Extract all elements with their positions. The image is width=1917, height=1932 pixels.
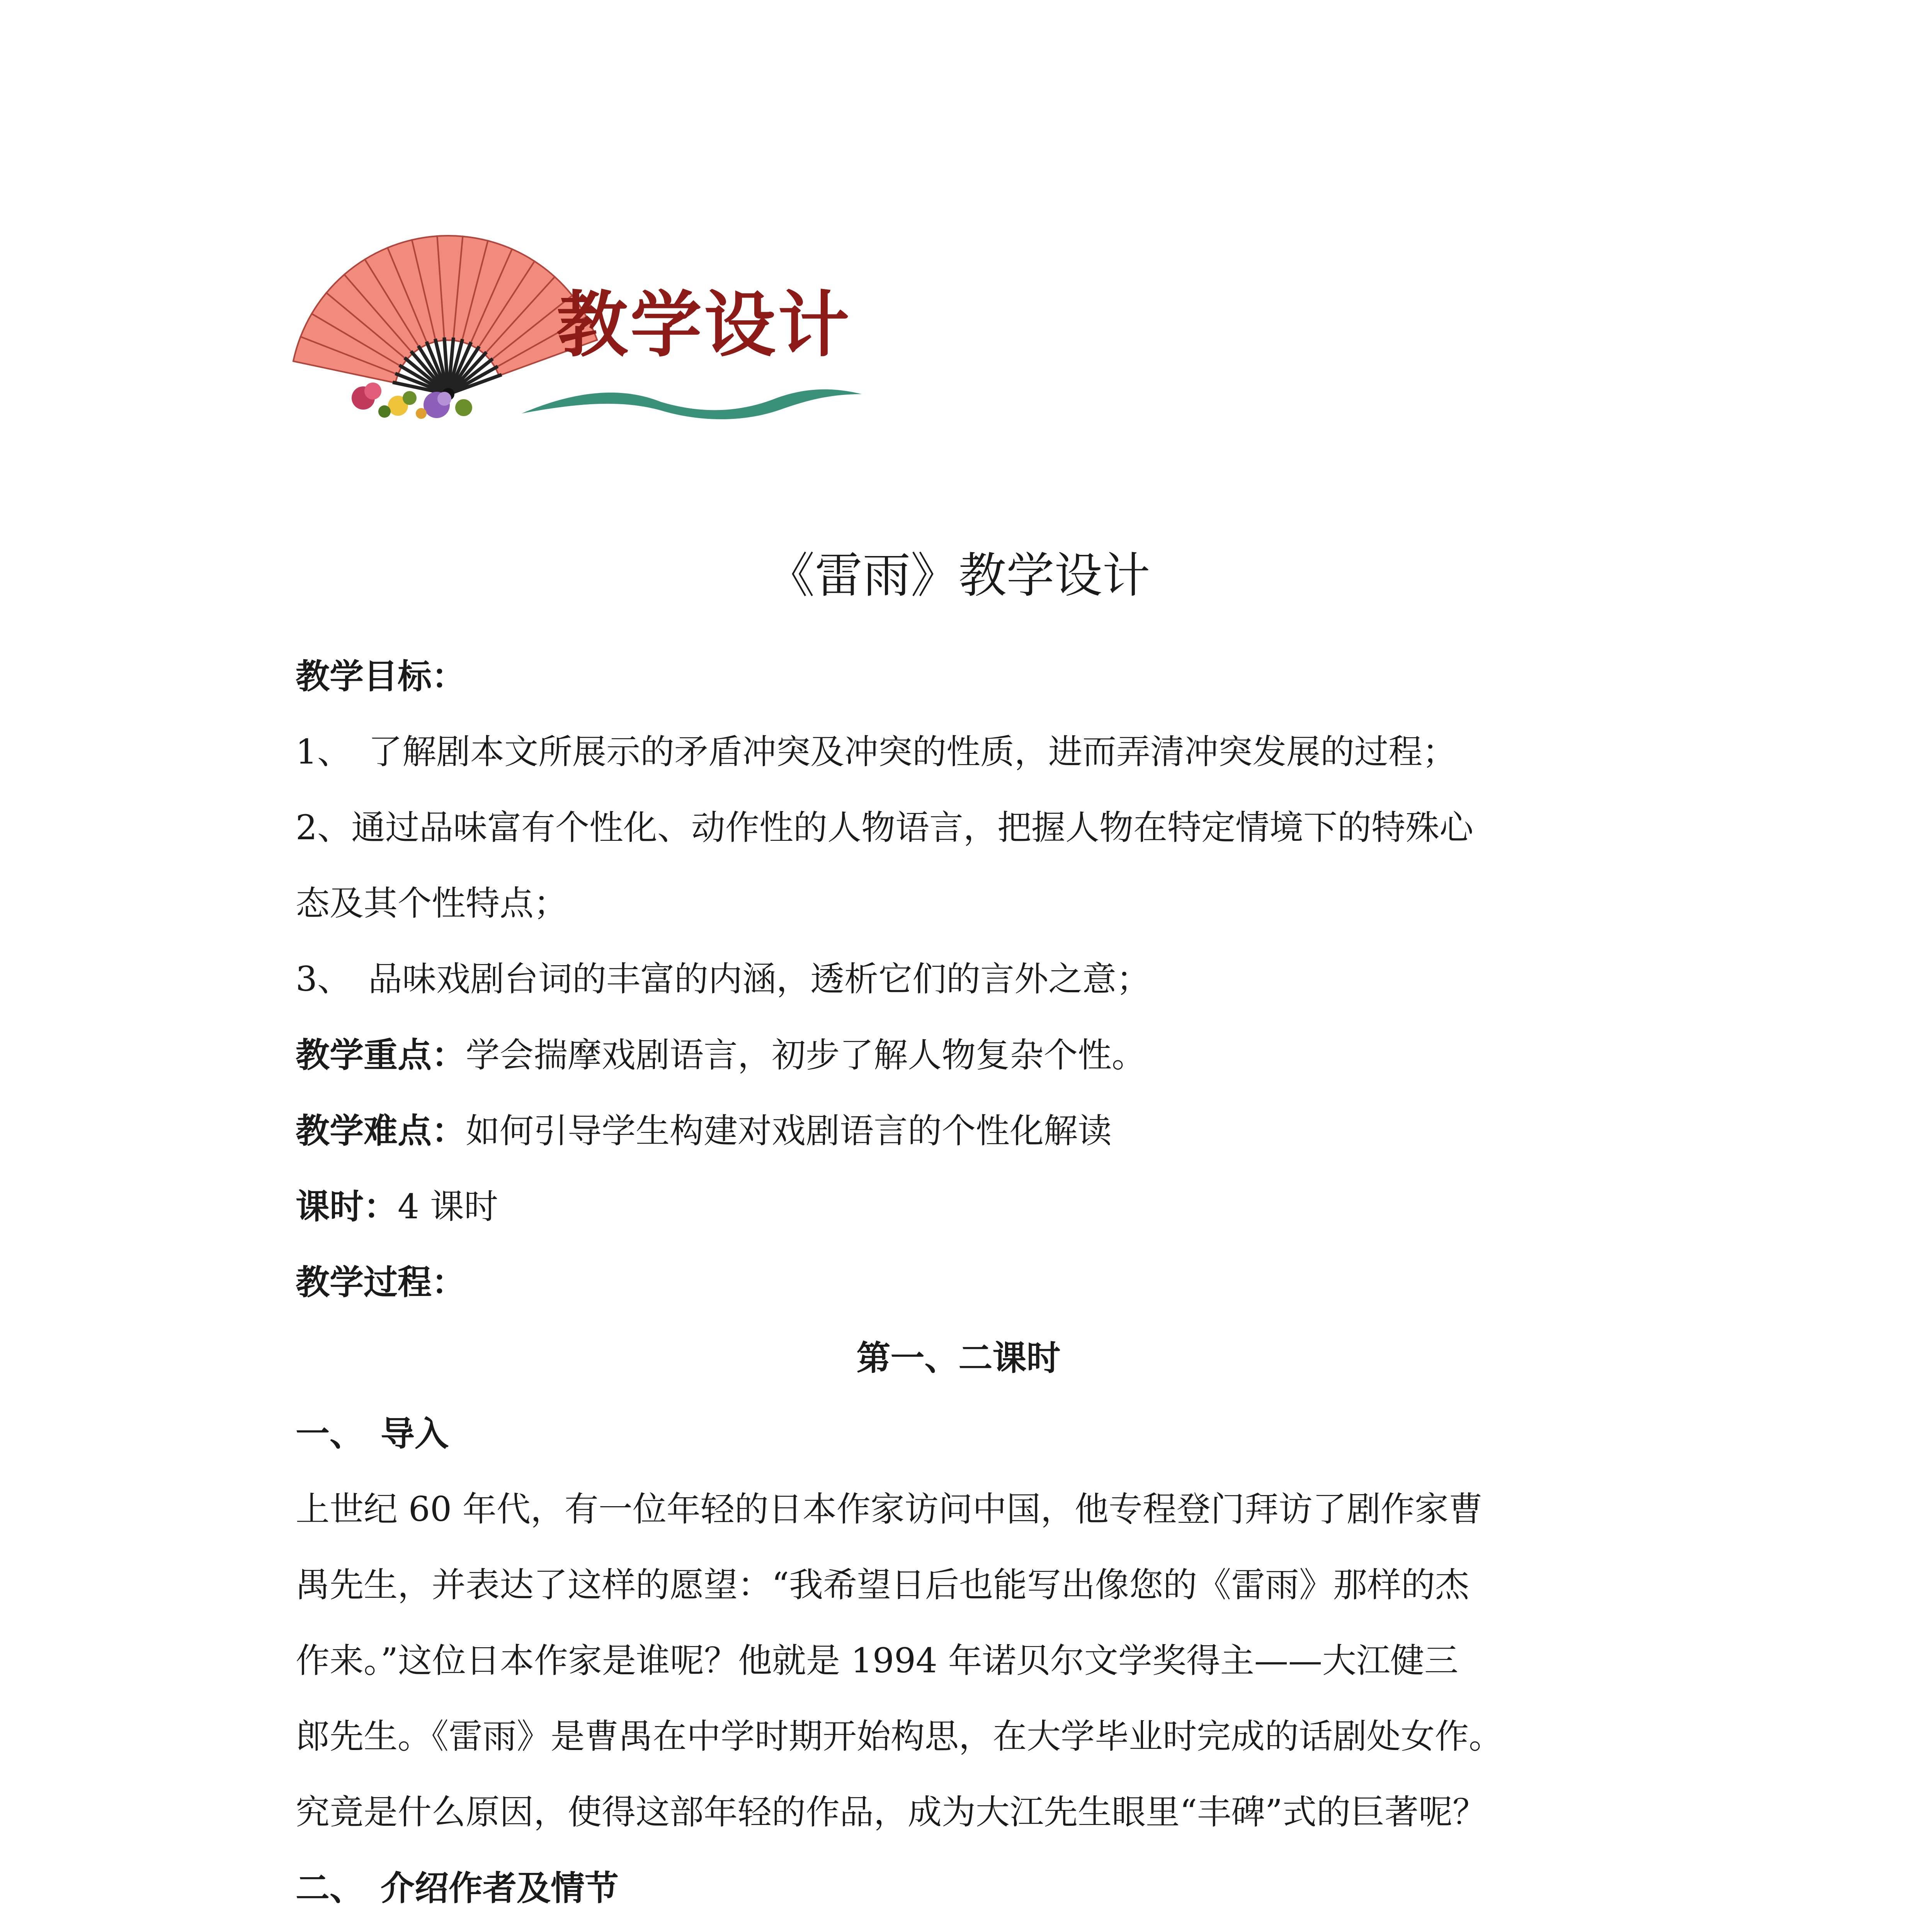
- part-1-line: 上世纪 60 年代，有一位年轻的日本作家访问中国，他专程登门拜访了剧作家曹: [296, 1489, 1483, 1529]
- process-label: 教学过程：: [296, 1262, 466, 1302]
- objective-item-2-line-1: 2、通过品味富有个性化、动作性的人物语言，把握人物在特定情境下的特殊心: [296, 808, 1473, 847]
- part-1-line: 郎先生。《雷雨》是曹禺在中学时期开始构思，在大学毕业时完成的话剧处女作。: [296, 1716, 1503, 1756]
- part-1-line: 究竟是什么原因，使得这部年轻的作品，成为大江先生眼里“丰碑”式的巨著呢？: [296, 1792, 1487, 1832]
- class-hours-label: 课时：: [296, 1186, 398, 1226]
- difficulty-text: 如何引导学生构建对戏剧语言的个性化解读: [466, 1111, 1112, 1151]
- section-title: 第一、二课时: [856, 1338, 1061, 1378]
- key-point: [296, 1032, 1146, 1078]
- document-title: 《雷雨》教学设计: [767, 548, 1150, 604]
- logo-title: 教学设计: [556, 282, 852, 367]
- difficulty-label: 教学难点：: [296, 1111, 466, 1151]
- difficulty: [296, 1107, 1112, 1154]
- objective-item-1: 1、 了解剧本文所展示的矛盾冲突及冲突的性质，进而弄清冲突发展的过程；: [296, 732, 1456, 772]
- key-point-text: 学会揣摩戏剧语言，初步了解人物复杂个性。: [466, 1035, 1146, 1075]
- part-2-heading: 二、 介绍作者及情节: [296, 1868, 619, 1908]
- class-hours: [296, 1183, 498, 1230]
- objective-item-3: 3、 品味戏剧台词的丰富的内涵，透析它们的言外之意；: [296, 959, 1150, 999]
- wave-decoration: [522, 389, 862, 419]
- part-1-heading: 一、 导入: [296, 1413, 449, 1454]
- objectives-label: 教学目标：: [296, 656, 466, 696]
- objective-item-2-line-2: 态及其个性特点；: [296, 883, 568, 923]
- part-1-line: 作来。”这位日本作家是谁呢？他就是 1994 年诺贝尔文学奖得主——大江健三: [296, 1641, 1458, 1680]
- key-point-label: 教学重点：: [296, 1035, 466, 1075]
- part-1-line: 禺先生，并表达了这样的愿望：“我希望日后也能写出像您的《雷雨》那样的杰: [296, 1565, 1469, 1605]
- class-hours-text: 4 课时: [398, 1187, 498, 1226]
